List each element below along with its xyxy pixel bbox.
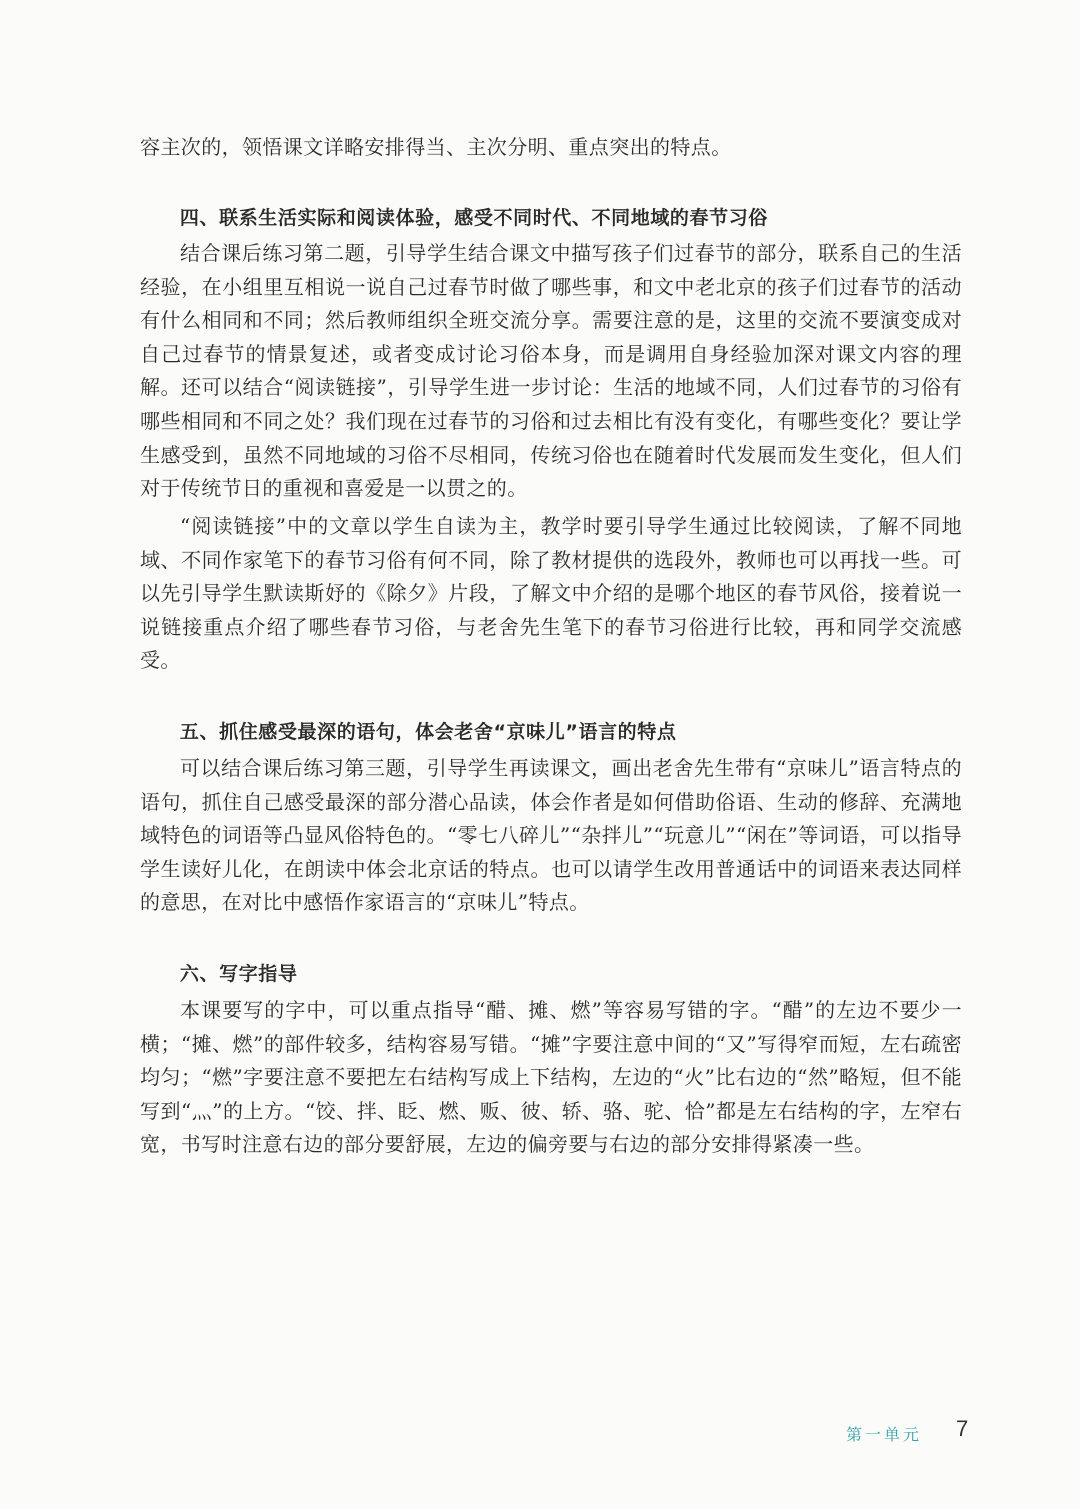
section-6-heading: 六、写字指导	[179, 963, 298, 985]
section-4-paragraph-1: 结合课后练习第二题，引导学生结合课文中描写孩子们过春节的部分，联系自己的生活经验，在小组里互相说一说自己过春节时做了哪些事，和文中老北京的孩子们过春节的活动有什么相同和不同；然后教师组织全班交流分享。需要注意的是，这里的交流不要演变成对自己过春节的情景复述，或者变成讨论习俗本身，而是调用自身经验加深对课文内容的理解。还可以结合“阅读链接”，引导学生进一步讨论：生活的地域不同，人们过春节的习俗有哪些相同和不同之处？我们现在过春节的习俗和过去相比有没有变化，有哪些变化？要让学生感受到，虽然不同地域的习俗不尽相同，传统习俗也在随着时代发展而发生变化，但人们对于传统节日的重视和喜爱是一以贯之的。	[140, 241, 962, 501]
footer-unit-label: 第一单元	[846, 1425, 923, 1444]
section-4-heading: 四、联系生活实际和阅读体验，感受不同时代、不同地域的春节习俗	[179, 207, 768, 229]
section-4-paragraph-2: “阅读链接”中的文章以学生自读为主，教学时要引导学生通过比较阅读，了解不同地域、不同作家笔下的春节习俗有何不同，除了教材提供的选段外，教师也可以再找一些。可以先引导学生默读斯妤的《除夕》片段，了解文中介绍的是哪个地区的春节风俗，接着说一说链接重点介绍了哪些春节习俗，与老舍先生笔下的春节习俗进行比较，再和同学交流感受。	[140, 514, 962, 673]
page-footer	[846, 1416, 976, 1450]
document-page	[140, 0, 962, 1509]
section-5-heading: 五、抓住感受最深的语句，体会老舍“京味儿”语言的特点	[179, 721, 677, 743]
section-5-paragraph-1: 可以结合课后练习第三题，引导学生再读课文，画出老舍先生带有“京味儿”语言特点的语句，抓住自己感受最深的部分潜心品读，体会作者是如何借助俗语、生动的修辞、充满地域特色的词语等凸显风俗特色的。“零七八碎儿”“杂拌儿”“玩意儿”“闲在”等词语，可以指导学生读好儿化，在朗读中体会北京话的特点。也可以请学生改用普通话中的词语来表达同样的意思，在对比中感悟作家语言的“京味儿”特点。	[140, 756, 962, 915]
section-6-paragraph-1: 本课要写的字中，可以重点指导“醋、摊、燃”等容易写错的字。“醋”的左边不要少一横；“摊、燃”的部件较多，结构容易写错。“摊”字要注意中间的“又”写得窄而短，左右疏密均匀；“燃”字要注意不要把左右结构写成上下结构，左边的“火”比右边的“然”略短，但不能写到“灬”的上方。“饺、拌、眨、燃、贩、彼、轿、骆、驼、恰”都是左右结构的字，左窄右宽，书写时注意右边的部分要舒展，左边的偏旁要与右边的部分安排得紧凑一些。	[140, 998, 962, 1157]
intro-tail-paragraph: 容主次的，领悟课文详略安排得当、主次分明、重点突出的特点。	[140, 135, 732, 159]
page-number: 7	[956, 1416, 969, 1441]
